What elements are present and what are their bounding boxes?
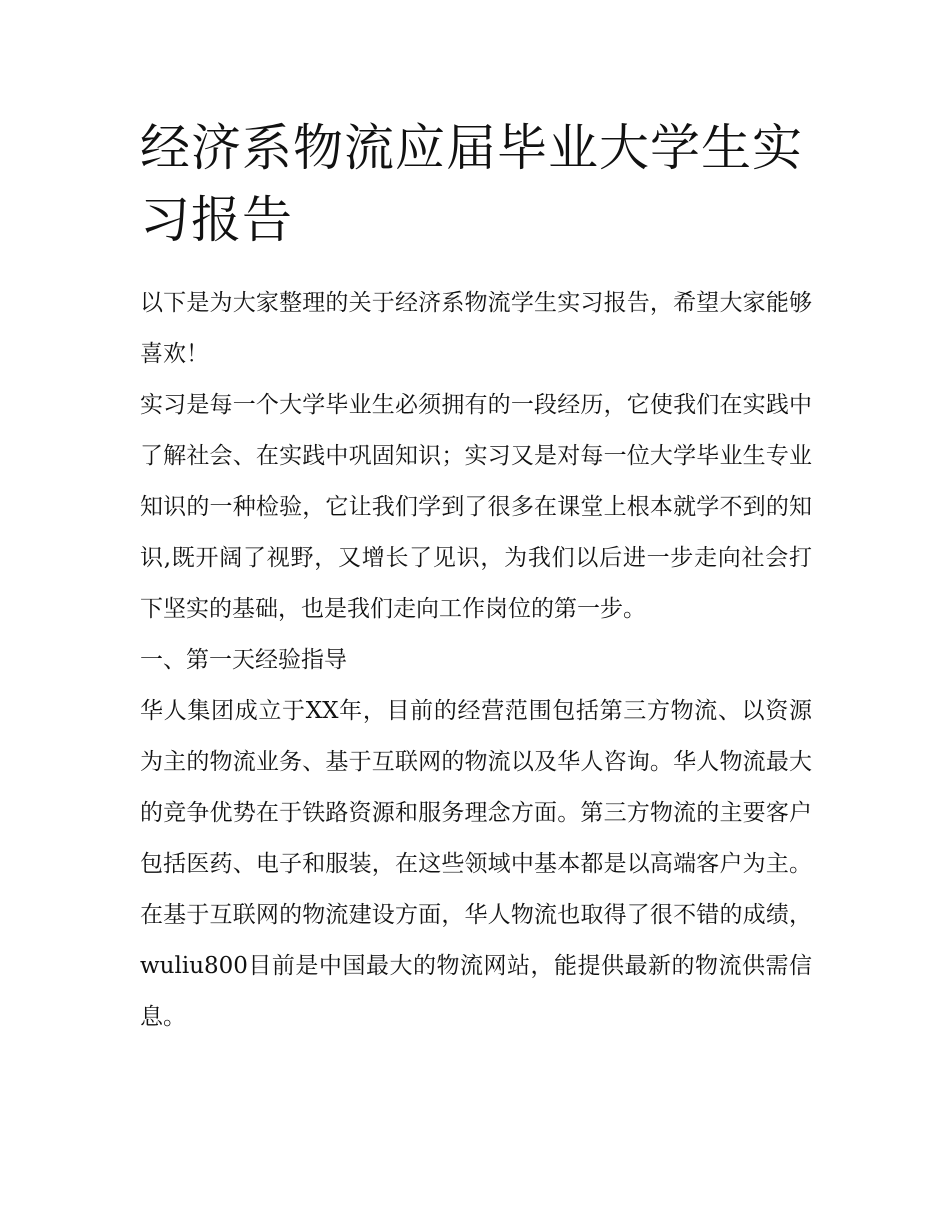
internship-paragraph: 实习是每一个大学毕业生必须拥有的一段经历，它使我们在实践中了解社会、在实践中巩固知识；实习又是对每一位大学毕业生专业知识的一种检验，它让我们学到了很多在课堂上根本就学不到的知识,既开阔了视野，又增长了见识，为我们以后进一步走向社会打下坚实的基础，也是我们走向工作岗位的第一步。 <box>140 392 812 622</box>
intro-paragraph: 以下是为大家整理的关于经济系物流学生实习报告，希望大家能够喜欢！ <box>140 290 812 367</box>
document-title: 经济系物流应届毕业大学生实习报告 <box>140 119 803 249</box>
document-page <box>140 112 812 1043</box>
section-heading: 一、第一天经验指导 <box>140 647 347 673</box>
company-paragraph: 华人集团成立于XX年，目前的经营范围包括第三方物流、以资源为主的物流业务、基于互联网的物流以及华人咨询。华人物流最大的竞争优势在于铁路资源和服务理念方面。第三方物流的主要客户包括医药、电子和服装，在这些领域中基本都是以高端客户为主。在基于互联网的物流建设方面，华人物流也取得了很不错的成绩，wuliu800目前是中国最大的物流网站，能提供最新的物流供需信息。 <box>140 698 812 1030</box>
